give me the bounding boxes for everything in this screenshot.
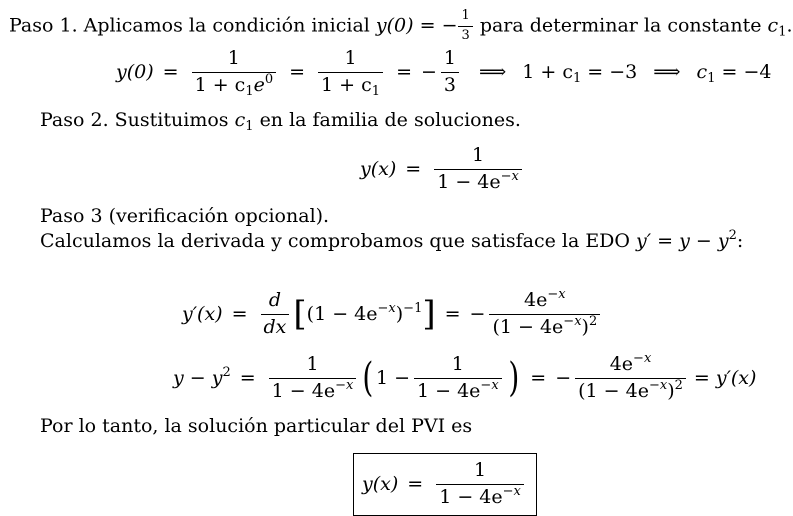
eq1-equals-3: = — [396, 61, 412, 83]
step3-line2-end: : — [736, 230, 744, 252]
step1-condition-fraction: $\frac{1}{3}$ — [458, 9, 472, 44]
step2-constant-sub: 1 — [245, 119, 254, 134]
eq4-close-paren: ) — [507, 355, 519, 401]
equation-derivative — [182, 284, 604, 344]
step1-condition-lhs: y(0) = — [375, 14, 436, 37]
eq5-equals: = — [407, 473, 424, 496]
eq3-lhs: y′(x) — [182, 303, 223, 325]
step1-period: . — [786, 14, 793, 37]
step1-condition-sign: − — [441, 14, 458, 37]
equation-family-solution — [360, 143, 526, 195]
eq1-relation-2: $c_1 = -4$ — [696, 61, 772, 86]
step3-line2-text: Calculamos la derivada y comprobamos que satisface la EDO — [40, 230, 630, 252]
eq4-fraction-3: $\frac{4e^{-x}}{(1 - 4e^{-x})^2}$ — [575, 354, 686, 403]
eq4-neg: − — [555, 367, 572, 389]
eq1-neg: − — [420, 61, 437, 83]
equation-initial-condition — [116, 46, 771, 98]
eq3-fraction: $\frac{4e^{-x}}{(1 - 4e^{-x})^2}$ — [489, 290, 600, 339]
eq3-open-bracket: [ — [293, 294, 307, 334]
step1-constant: c — [767, 14, 779, 37]
step2-constant: c — [234, 109, 246, 131]
eq1-fraction-1: $\frac{1}{1 + c_1e^0}$ — [192, 48, 277, 97]
eq2-fraction: $\frac{1}{1 - 4e^{-x}}$ — [434, 145, 522, 194]
eq3-equals-2: = — [444, 303, 461, 325]
eq1-fraction-3: $\frac{1}{3}$ — [441, 48, 459, 97]
step3-line1: Paso 3 (verificación opcional). — [40, 205, 330, 227]
eq4-rhs: = y′(x) — [693, 367, 757, 389]
eq4-one-minus: 1 − — [375, 367, 410, 389]
step3-line2-sup: 2 — [728, 228, 737, 243]
step3-line2 — [40, 230, 743, 252]
step1-tail: para determinar la constante — [479, 14, 762, 37]
step2-line — [40, 109, 521, 134]
equation-verification — [173, 348, 756, 408]
eq3-d-dx: $\frac{d}{dx}$ — [261, 290, 290, 339]
eq2-equals: = — [405, 158, 422, 180]
final-answer-box — [353, 453, 537, 516]
eq4-fraction-1: $\frac{1}{1 - 4e^{-x}}$ — [269, 354, 357, 403]
step1-line — [9, 9, 793, 44]
eq1-implies-2: ⟹ — [653, 61, 681, 83]
step1-constant-sub: 1 — [778, 24, 787, 40]
eq1-equals-2: = — [289, 61, 306, 83]
eq3-inner: $(1 - 4e^{-x})^{-1}$ — [306, 301, 423, 325]
eq1-lhs: y(0) — [116, 61, 154, 83]
eq5-lhs: y(x) — [362, 473, 399, 496]
eq4-open-paren: ( — [362, 355, 374, 401]
step1-label: Paso 1. Aplicamos la condición inicial — [9, 14, 370, 37]
conclusion-text: Por lo tanto, la solución particular del PVI es — [40, 415, 473, 437]
eq2-lhs: y(x) — [360, 158, 397, 180]
eq5-fraction: $\frac{1}{1 - 4e^{-x}}$ — [436, 460, 524, 509]
eq3-neg: − — [469, 303, 486, 325]
step3-line2-edo: y′ = y − y — [636, 230, 729, 252]
eq4-equals-2: = — [530, 367, 547, 389]
eq1-equals-1: = — [162, 61, 179, 83]
eq4-lhs: $y - y^2$ — [173, 365, 231, 389]
eq1-implies-1: ⟹ — [479, 61, 507, 83]
eq1-fraction-2: $\frac{1}{1 + c_1}$ — [318, 48, 383, 97]
eq4-fraction-2: $\frac{1}{1 - 4e^{-x}}$ — [414, 354, 502, 403]
eq4-equals-1: = — [239, 367, 256, 389]
eq1-relation-1: $1 + c_1 = -3$ — [522, 61, 638, 86]
step2-label-a: Paso 2. Sustituimos — [40, 109, 229, 131]
step2-label-b: en la familia de soluciones. — [259, 109, 521, 131]
eq3-equals-1: = — [231, 303, 248, 325]
eq3-close-bracket: ] — [422, 294, 436, 334]
